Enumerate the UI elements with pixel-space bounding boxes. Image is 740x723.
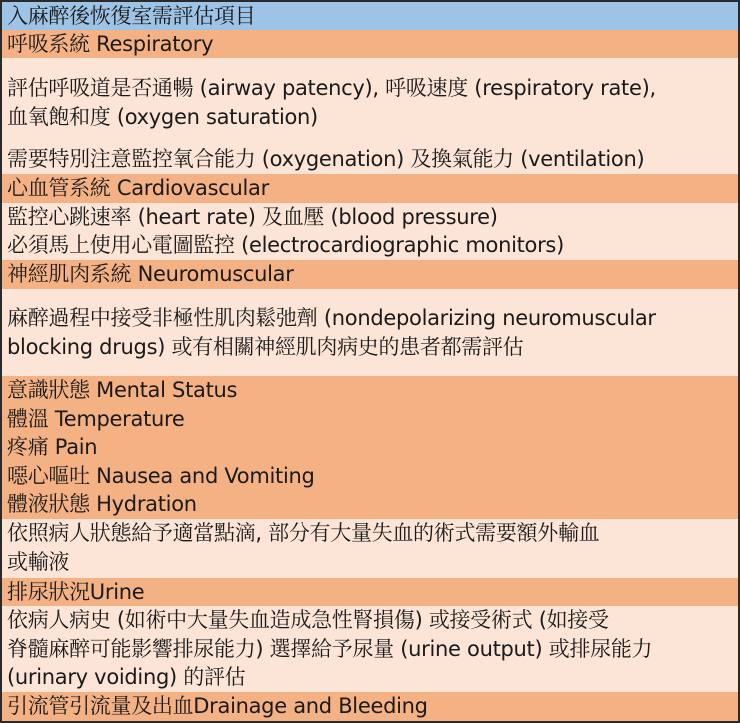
detail-row-cardiovascular <box>2 203 738 260</box>
detail-line: 需要特別注意監控氧合能力 (oxygenation) 及換氣能力 (ventilation) <box>7 147 645 171</box>
category-row-respiratory <box>2 30 738 58</box>
category-row-other-assessments <box>2 376 738 519</box>
category-row-drainage-bleeding <box>2 692 738 721</box>
detail-line: 依病人病史 (如術中大量失血造成急性腎損傷) 或接受術式 (如接受 <box>7 608 609 632</box>
detail-line: (urinary voiding) 的評估 <box>7 665 246 690</box>
detail-line: 脊髓麻醉可能影響排尿能力) 選擇給予尿量 (urine output) 或排尿能力 <box>7 636 653 661</box>
table-title: 入麻醉後恢復室需評估項目 <box>7 4 256 28</box>
category-row-urine <box>2 578 738 606</box>
category-label-hydration: 體液狀態 Hydration <box>7 492 197 517</box>
category-row-cardiovascular <box>2 174 738 203</box>
detail-spacer <box>7 132 738 145</box>
category-label: 排尿狀況Urine <box>7 580 145 604</box>
detail-line: 評估呼吸道是否通暢 (airway patency), 呼吸速度 (respiratory rate), <box>7 76 656 100</box>
detail-row-urine <box>2 606 738 692</box>
detail-line: 血氧飽和度 (oxygen saturation) <box>7 105 318 129</box>
detail-line: 必須馬上使用心電圖監控 (electrocardiographic monitors) <box>7 233 564 257</box>
category-label: 心血管系統 Cardiovascular <box>7 176 269 200</box>
category-label-pain: 疼痛 Pain <box>7 435 98 460</box>
assessment-table <box>2 2 738 721</box>
detail-line: 依照病人狀態給予適當點滴, 部分有大量失血的術式需要額外輸血 <box>7 521 600 545</box>
detail-line: 或輸液 <box>7 550 70 574</box>
detail-row-respiratory <box>2 58 738 174</box>
category-label-mental-status: 意識狀態 Mental Status <box>7 378 238 402</box>
detail-line: 麻醉過程中接受非極性肌肉鬆弛劑 (nondepolarizing neuromuscular <box>7 306 656 330</box>
category-row-neuromuscular <box>2 260 738 289</box>
category-label-nausea-vomiting: 噁心嘔吐 Nausea and Vomiting <box>7 463 315 488</box>
category-label: 引流管引流量及出血Drainage and Bleeding <box>7 694 428 718</box>
detail-line: 監控心跳速率 (heart rate) 及血壓 (blood pressure) <box>7 205 498 229</box>
category-label-temperature: 體溫 Temperature <box>7 406 185 431</box>
category-label: 呼吸系統 Respiratory <box>7 32 214 56</box>
detail-row-hydration <box>2 519 738 578</box>
table-title-row <box>2 2 738 30</box>
category-label: 神經肌肉系統 Neuromuscular <box>7 262 294 286</box>
detail-row-neuromuscular <box>2 289 738 376</box>
detail-line: blocking drugs) 或有相關神經肌肉病史的患者都需評估 <box>7 335 524 359</box>
